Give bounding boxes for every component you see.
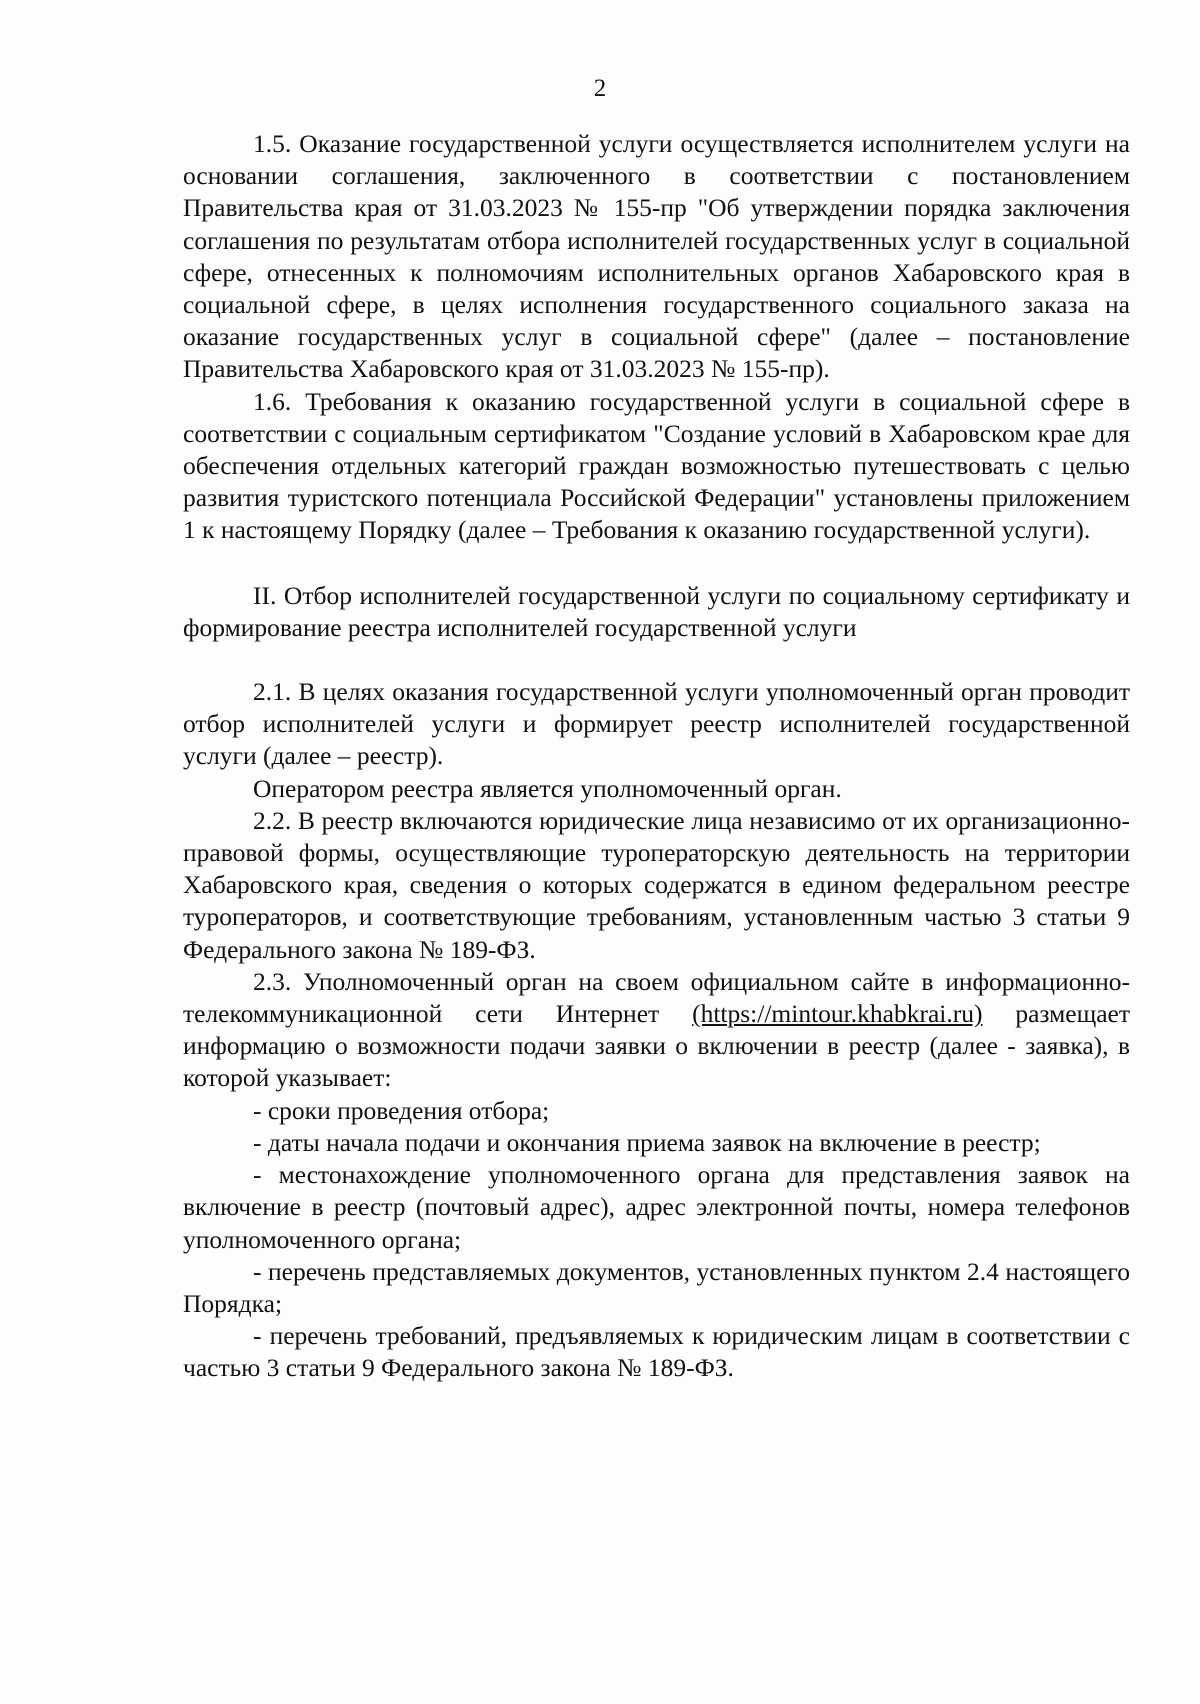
list-item-deadlines: - сроки проведения отбора;: [253, 1095, 550, 1125]
paragraph-2-3-tail: размещает информацию о возможности подачи заявки о включении в реестр (далее - заявка), в которой указывает:: [183, 999, 1131, 1093]
paragraph-registry-operator: Оператором реестра является уполномоченный орган.: [253, 773, 842, 803]
paragraph-1-6: 1.6. Требования к оказанию государственной услуги в социальной сфере в соответствии с социальным сертификатом "Создание условий в Хабаровском крае для обеспечения отдельных категорий граждан возможностью путешествовать с целью развития туристского потенциала Российской Федерации" установлены приложением 1 к настоящему Порядку (далее – Требования к оказанию государственной услуги).: [183, 386, 1130, 545]
paragraph-2-1: 2.1. В целях оказания государственной услуги уполномоченный орган проводит отбор исполнителей услуги и формирует реестр исполнителей государственной услуги (далее – реестр).: [183, 677, 1130, 771]
document-body: [183, 128, 1130, 1385]
paragraph-1-5: 1.5. Оказание государственной услуги осуществляется исполнителем услуги на основании соглашения, заключенного в соответствии с постановлением Правительства края от 31.03.2023 № 155-пр "Об утверждении порядка заключения соглашения по результатам отбора исполнителей государственных услуг в социальной сфере, отнесенных к полномочиям исполнительных органов Хабаровского края в социальной сфере, в целях исполнения государственного социального заказа на оказание государственных услуг в социальной сфере" (далее – постановление Правительства Хабаровского края от 31.03.2023 № 155-пр).: [183, 129, 1130, 384]
list-item-location: - местонахождение уполномоченного органа для представления заявок на включение в реестр (почтовый адрес), адрес электронной почты, номера телефонов уполномоченного органа;: [183, 1160, 1130, 1254]
list-item-requirements: - перечень требований, предъявляемых к юридическим лицам в соответствии с частью 3 статьи 9 Федерального закона № 189-ФЗ.: [183, 1321, 1130, 1383]
list-item-dates: - даты начала подачи и окончания приема заявок на включение в реестр;: [253, 1127, 1041, 1157]
section-heading-ii: II. Отбор исполнителей государственной услуги по социальному сертификату и формирование реестра исполнителей государственной услуги: [183, 580, 1130, 642]
paragraph-2-3-lead: 2.3. Уполномоченный орган на своем официальном сайте в информационно-телекоммуникационной сети Интернет: [183, 966, 1130, 1029]
paragraph-2-3: [183, 966, 1130, 1095]
paragraph-2-2: 2.2. В реестр включаются юридические лица независимо от их организационно-правовой формы, осуществляющие туроператорскую деятельность на территории Хабаровского края, сведения о которых содержатся в едином федеральном реестре туроператоров, и соответствующие требованиям, установленным частью 3 статьи 9 Федерального закона № 189-ФЗ.: [183, 805, 1130, 964]
page-number: 2: [593, 75, 607, 102]
site-link[interactable]: (https://mintour.khabkrai.ru): [692, 999, 983, 1029]
list-item-documents: - перечень представляемых документов, установленных пунктом 2.4 настоящего Порядка;: [183, 1256, 1130, 1318]
